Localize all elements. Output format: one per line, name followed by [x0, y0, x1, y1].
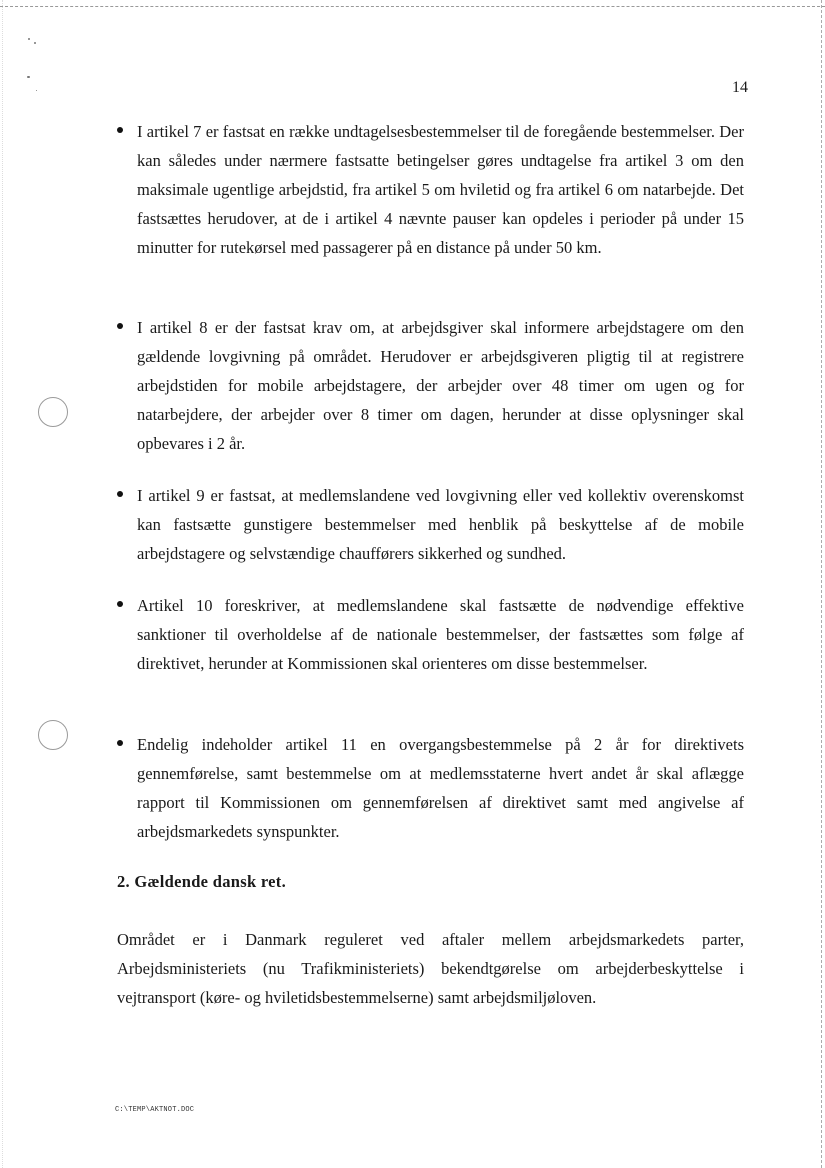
bullet-text: I artikel 9 er fastsat, at medlemslandene ved lovgivning eller ved kollektiv overenskomst kan fastsætte gunstigere bestemmelser med henblik på beskyttelse af de mobile arbejdstagere og selvstændige chaufførers sikkerhed og sundhed. [137, 486, 744, 563]
bullet-item-article-8 [137, 313, 744, 458]
bullet-icon [117, 601, 123, 607]
bullet-text: Endelig indeholder artikel 11 en overgangsbestemmelse på 2 år for direktivets gennemførelse, samt bestemmelse om at medlemsstaterne hvert andet år skal aflægge rapport til Kommissionen om gennemførelsen af direktivet samt med angivelse af arbejdsmarkedets synspunkter. [137, 735, 744, 841]
bullet-icon [117, 323, 123, 329]
footer-file-path: C:\TEMP\AKTNOT.DOC [115, 1106, 195, 1114]
punch-hole-lower [38, 720, 68, 750]
page-number: 14 [732, 79, 748, 96]
bullet-icon [117, 740, 123, 746]
bullet-text: I artikel 7 er fastsat en række undtagelsesbestemmelser til de foregående bestemmelser. Der kan således under nærmere fastsatte betingelser gøres undtagelse fra artikel 3 om den maksimale ugentlige arbejdstid, fra artikel 5 om hviletid og fra artikel 6 om natarbejde. Det fastsættes herudover, at de i artikel 4 nævnte pauser kan opdeles i perioder på under 15 minutter for rutekørsel med passagerer på en distance på under 50 km. [137, 122, 744, 257]
bullet-text: Artikel 10 foreskriver, at medlemslandene skal fastsætte de nødvendige effektive sanktioner til overholdelse af de nationale bestemmelser, der fastsættes som følge af direktivet, herunder at Kommissionen skal orienteres om disse bestemmelser. [137, 596, 744, 673]
section-paragraph: Området er i Danmark reguleret ved aftaler mellem arbejdsmarkedets parter, Arbejdsministeriets (nu Trafikministeriets) bekendtgørelse om arbejderbeskyttelse i vejtransport (køre- og hviletidsbestemmelserne) samt arbejdsmiljøloven. [117, 930, 744, 1007]
bullet-item-article-7 [137, 117, 744, 262]
bullet-item-article-9 [137, 481, 744, 568]
bullet-icon [117, 127, 123, 133]
bullet-item-article-11 [137, 730, 744, 846]
scan-speck [34, 42, 36, 44]
scan-edge-top [0, 6, 825, 7]
punch-hole-upper [38, 397, 68, 427]
bullet-icon [117, 491, 123, 497]
scan-speck [28, 38, 30, 40]
scan-speck [36, 90, 37, 91]
scan-edge-right [821, 0, 822, 1168]
bullet-item-article-10 [137, 591, 744, 678]
scan-speck [27, 76, 30, 78]
scan-edge-left [2, 0, 3, 1168]
bullet-text: I artikel 8 er der fastsat krav om, at arbejdsgiver skal informere arbejdstagere om den gældende lovgivning på området. Herudover er arbejdsgiveren pligtig til at registrere arbejdstiden for mobile arbejdstagere, der arbejder over 48 timer om ugen og for natarbejdere, der arbejder over 8 timer om dagen, herunder at disse oplysninger skal opbevares i 2 år. [137, 318, 744, 453]
section-heading: 2. Gældende dansk ret. [117, 872, 287, 891]
